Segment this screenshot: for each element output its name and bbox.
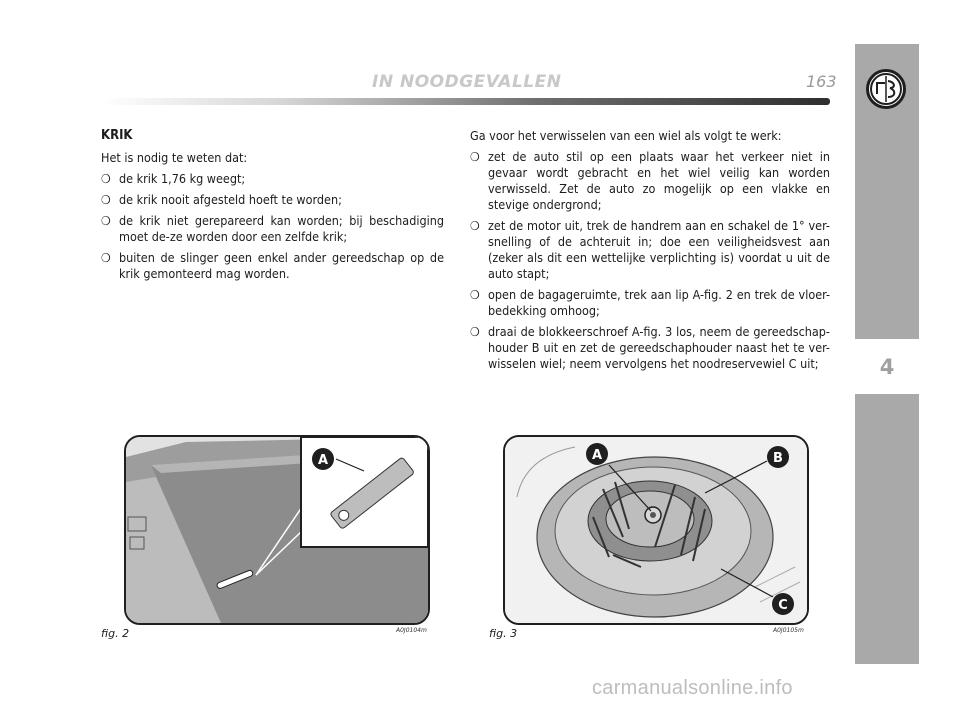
intro-text: Het is nodig te weten dat: — [101, 150, 248, 165]
list-item: ❍ de krik nooit afgesteld hoeft te worden; — [101, 192, 342, 207]
bullet-circle-icon: ❍ — [101, 251, 111, 265]
list-item: ❍ buiten de slinger geen enkel ander gereedschap op de krik gemonteerd mag worden. — [101, 250, 444, 281]
section-heading: KRIK — [101, 128, 133, 143]
figure-caption: fig. 2 — [101, 627, 130, 640]
list-item: ❍ de krik 1,76 kg weegt; — [101, 171, 246, 186]
bullet-circle-icon: ❍ — [470, 325, 480, 339]
section-title: IN NOODGEVALLEN — [372, 72, 562, 92]
header-rule — [100, 98, 830, 105]
bullet-circle-icon: ❍ — [101, 172, 111, 186]
list-item: ❍ de krik niet gerepareerd kan worden; bij beschadiging moet de-ze worden door een zelfde krik; — [101, 213, 444, 244]
callout-label: C — [778, 598, 788, 613]
alfa-romeo-badge-icon — [866, 69, 906, 109]
list-item: ❍ draai de blokkeerschroef A-fig. 3 los, neem de gereedschap-houder B uit en zet de gereedschaphouder naast het te ver-wisselen wiel; neem vervolgens het noodreservewiel C uit; — [470, 324, 830, 371]
figure-2-trunk-floor — [124, 435, 430, 625]
bullet-circle-icon: ❍ — [470, 150, 480, 164]
page-number: 163 — [806, 72, 837, 91]
bullet-circle-icon: ❍ — [470, 219, 480, 233]
figure-caption: fig. 3 — [489, 627, 518, 640]
chapter-number: 4 — [879, 354, 895, 379]
left-column — [101, 128, 444, 287]
figure-code: A0J0104m — [396, 627, 427, 634]
bullet-circle-icon: ❍ — [470, 288, 480, 302]
bullet-circle-icon: ❍ — [101, 193, 111, 207]
bullet-circle-icon: ❍ — [101, 214, 111, 228]
callout-label: A — [591, 448, 603, 463]
figure-3-spare-wheel — [503, 435, 809, 625]
chapter-tab[interactable] — [855, 337, 919, 396]
figure-code: A0J0105m — [773, 627, 804, 634]
right-column — [470, 128, 830, 377]
list-item: ❍ zet de auto stil op een plaats waar het verkeer niet in gevaar wordt gebracht en het wiel veilig kan worden verwisseld. Zet de auto zo mogelijk op een vlakke en stevige ondergrond; — [470, 149, 830, 212]
callout-label: B — [773, 451, 783, 466]
list-item: ❍ zet de motor uit, trek de handrem aan en schakel de 1° ver-snelling of de achteruit in; doe een veiligheidsvest aan (zeker als dit een wettelijke verplichting is) voordat u uit de auto stapt; — [470, 218, 830, 281]
callout-label: A — [317, 453, 329, 468]
watermark-text: carmanualsonline.info — [592, 677, 793, 699]
intro-text: Ga voor het verwisselen van een wiel als volgt te werk: — [470, 128, 782, 143]
list-item: ❍ open de bagageruimte, trek aan lip A-fig. 2 en trek de vloer-bedekking omhoog; — [470, 287, 830, 318]
